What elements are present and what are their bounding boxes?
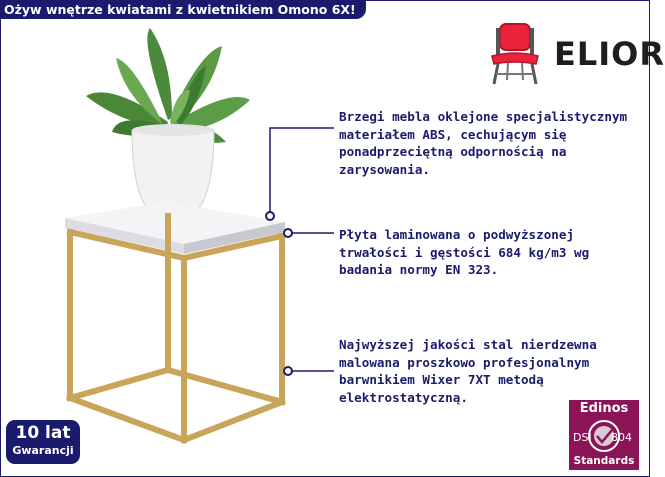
warranty-badge (6, 420, 80, 464)
page-title: Ożyw wnętrze kwiatami z kwietnikiem Omono 6X! (0, 0, 366, 19)
certificate-name: Edinos (579, 401, 629, 416)
warranty-label: Gwarancji (12, 444, 74, 457)
certificate-right-mark: 804 (611, 431, 632, 444)
certificate-standard: Standards (573, 455, 635, 467)
feature-abs-edges: Brzegi mebla oklejone specjalistycznym materiałem ABS, cechującym się ponadprzeciętną odpornością na zarysowania. (339, 109, 628, 177)
feature-laminate-board: Płyta laminowana o podwyższonej trwałości i gęstości 684 kg/m3 wg badania normy EN 323. (339, 227, 590, 277)
feature-steel-frame: Najwyższej jakości stal nierdzewna malowana proszkowo profesjonalnym barwnikiem Wixer 7XT metodą elektrostatyczną. (339, 337, 597, 405)
certificate-left-mark: DSI (573, 431, 592, 444)
warranty-years: 10 lat (15, 423, 71, 443)
brand-name: ELIOR (554, 35, 665, 73)
certificate-badge (569, 400, 639, 470)
table-top (65, 202, 285, 254)
